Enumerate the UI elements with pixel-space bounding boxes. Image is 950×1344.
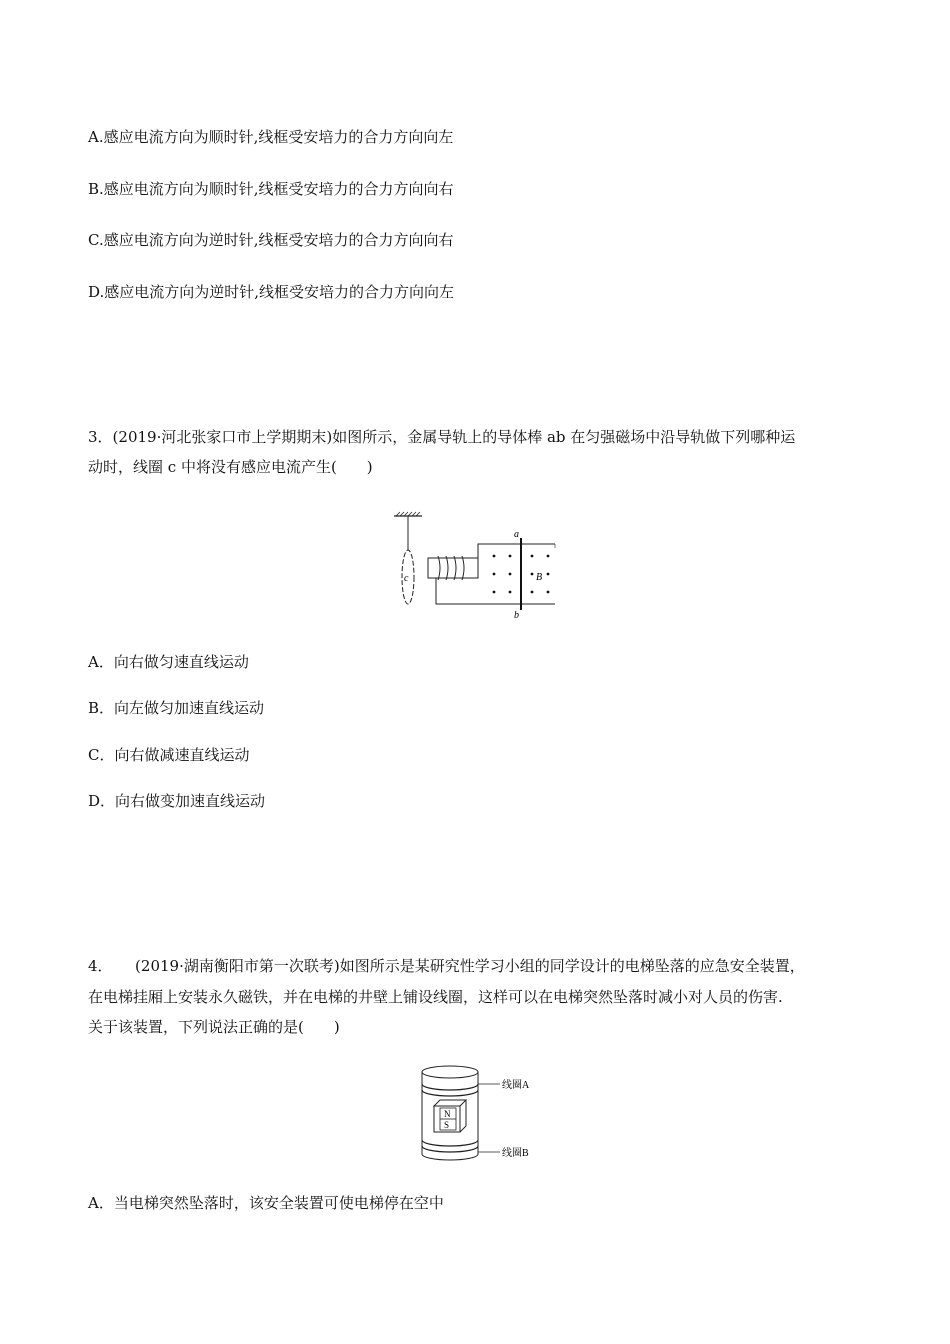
q2-option-b: B.感应电流方向为顺时针,线框受安培力的合力方向向右 <box>88 180 454 198</box>
q3-option-c: C．向右做减速直线运动 <box>88 746 250 764</box>
q4-label-n: N <box>444 1109 451 1119</box>
q3-figure <box>390 510 570 620</box>
q4-figure <box>420 1062 550 1172</box>
q3-option-b: B．向左做匀加速直线运动 <box>88 699 265 717</box>
q4-stem-line1: 4． (2019·湖南衡阳市第一次联考)如图所示是某研究性学习小组的同学设计的电梯坠落的应急安全装置， <box>88 957 805 975</box>
q4-label-coil-b: 线圈B <box>502 1148 529 1159</box>
q3-label-field-b: B <box>536 572 543 583</box>
q4-label-coil-a: 线圈A <box>502 1080 530 1091</box>
q3-option-d: D．向右做变加速直线运动 <box>88 792 266 810</box>
q4-label-s: S <box>444 1120 450 1130</box>
q3-stem-line2: 动时，线圈 c 中将没有感应电流产生( ) <box>88 458 373 476</box>
q2-option-a: A.感应电流方向为顺时针,线框受安培力的合力方向向左 <box>88 128 454 146</box>
q3-label-c: c <box>404 573 409 584</box>
q4-option-a: A．当电梯突然坠落时，该安全装置可使电梯停在空中 <box>88 1194 444 1212</box>
q2-option-d: D.感应电流方向为逆时针,线框受安培力的合力方向向左 <box>88 283 455 301</box>
q2-option-c: C.感应电流方向为逆时针,线框受安培力的合力方向向右 <box>88 231 454 249</box>
q3-label-b: b <box>514 610 519 620</box>
q3-option-a: A．向右做匀速直线运动 <box>88 653 249 671</box>
q4-stem-line2: 在电梯挂厢上安装永久磁铁，并在电梯的井壁上铺设线圈，这样可以在电梯突然坠落时减小对人员的伤害. <box>88 988 783 1006</box>
q3-label-a: a <box>514 529 519 540</box>
q3-stem-line1: 3．(2019·河北张家口市上学期期末)如图所示，金属导轨上的导体棒 ab 在匀强磁场中沿导轨做下列哪种运 <box>88 428 796 446</box>
q4-stem-line3: 关于该装置，下列说法正确的是( ) <box>88 1018 340 1036</box>
